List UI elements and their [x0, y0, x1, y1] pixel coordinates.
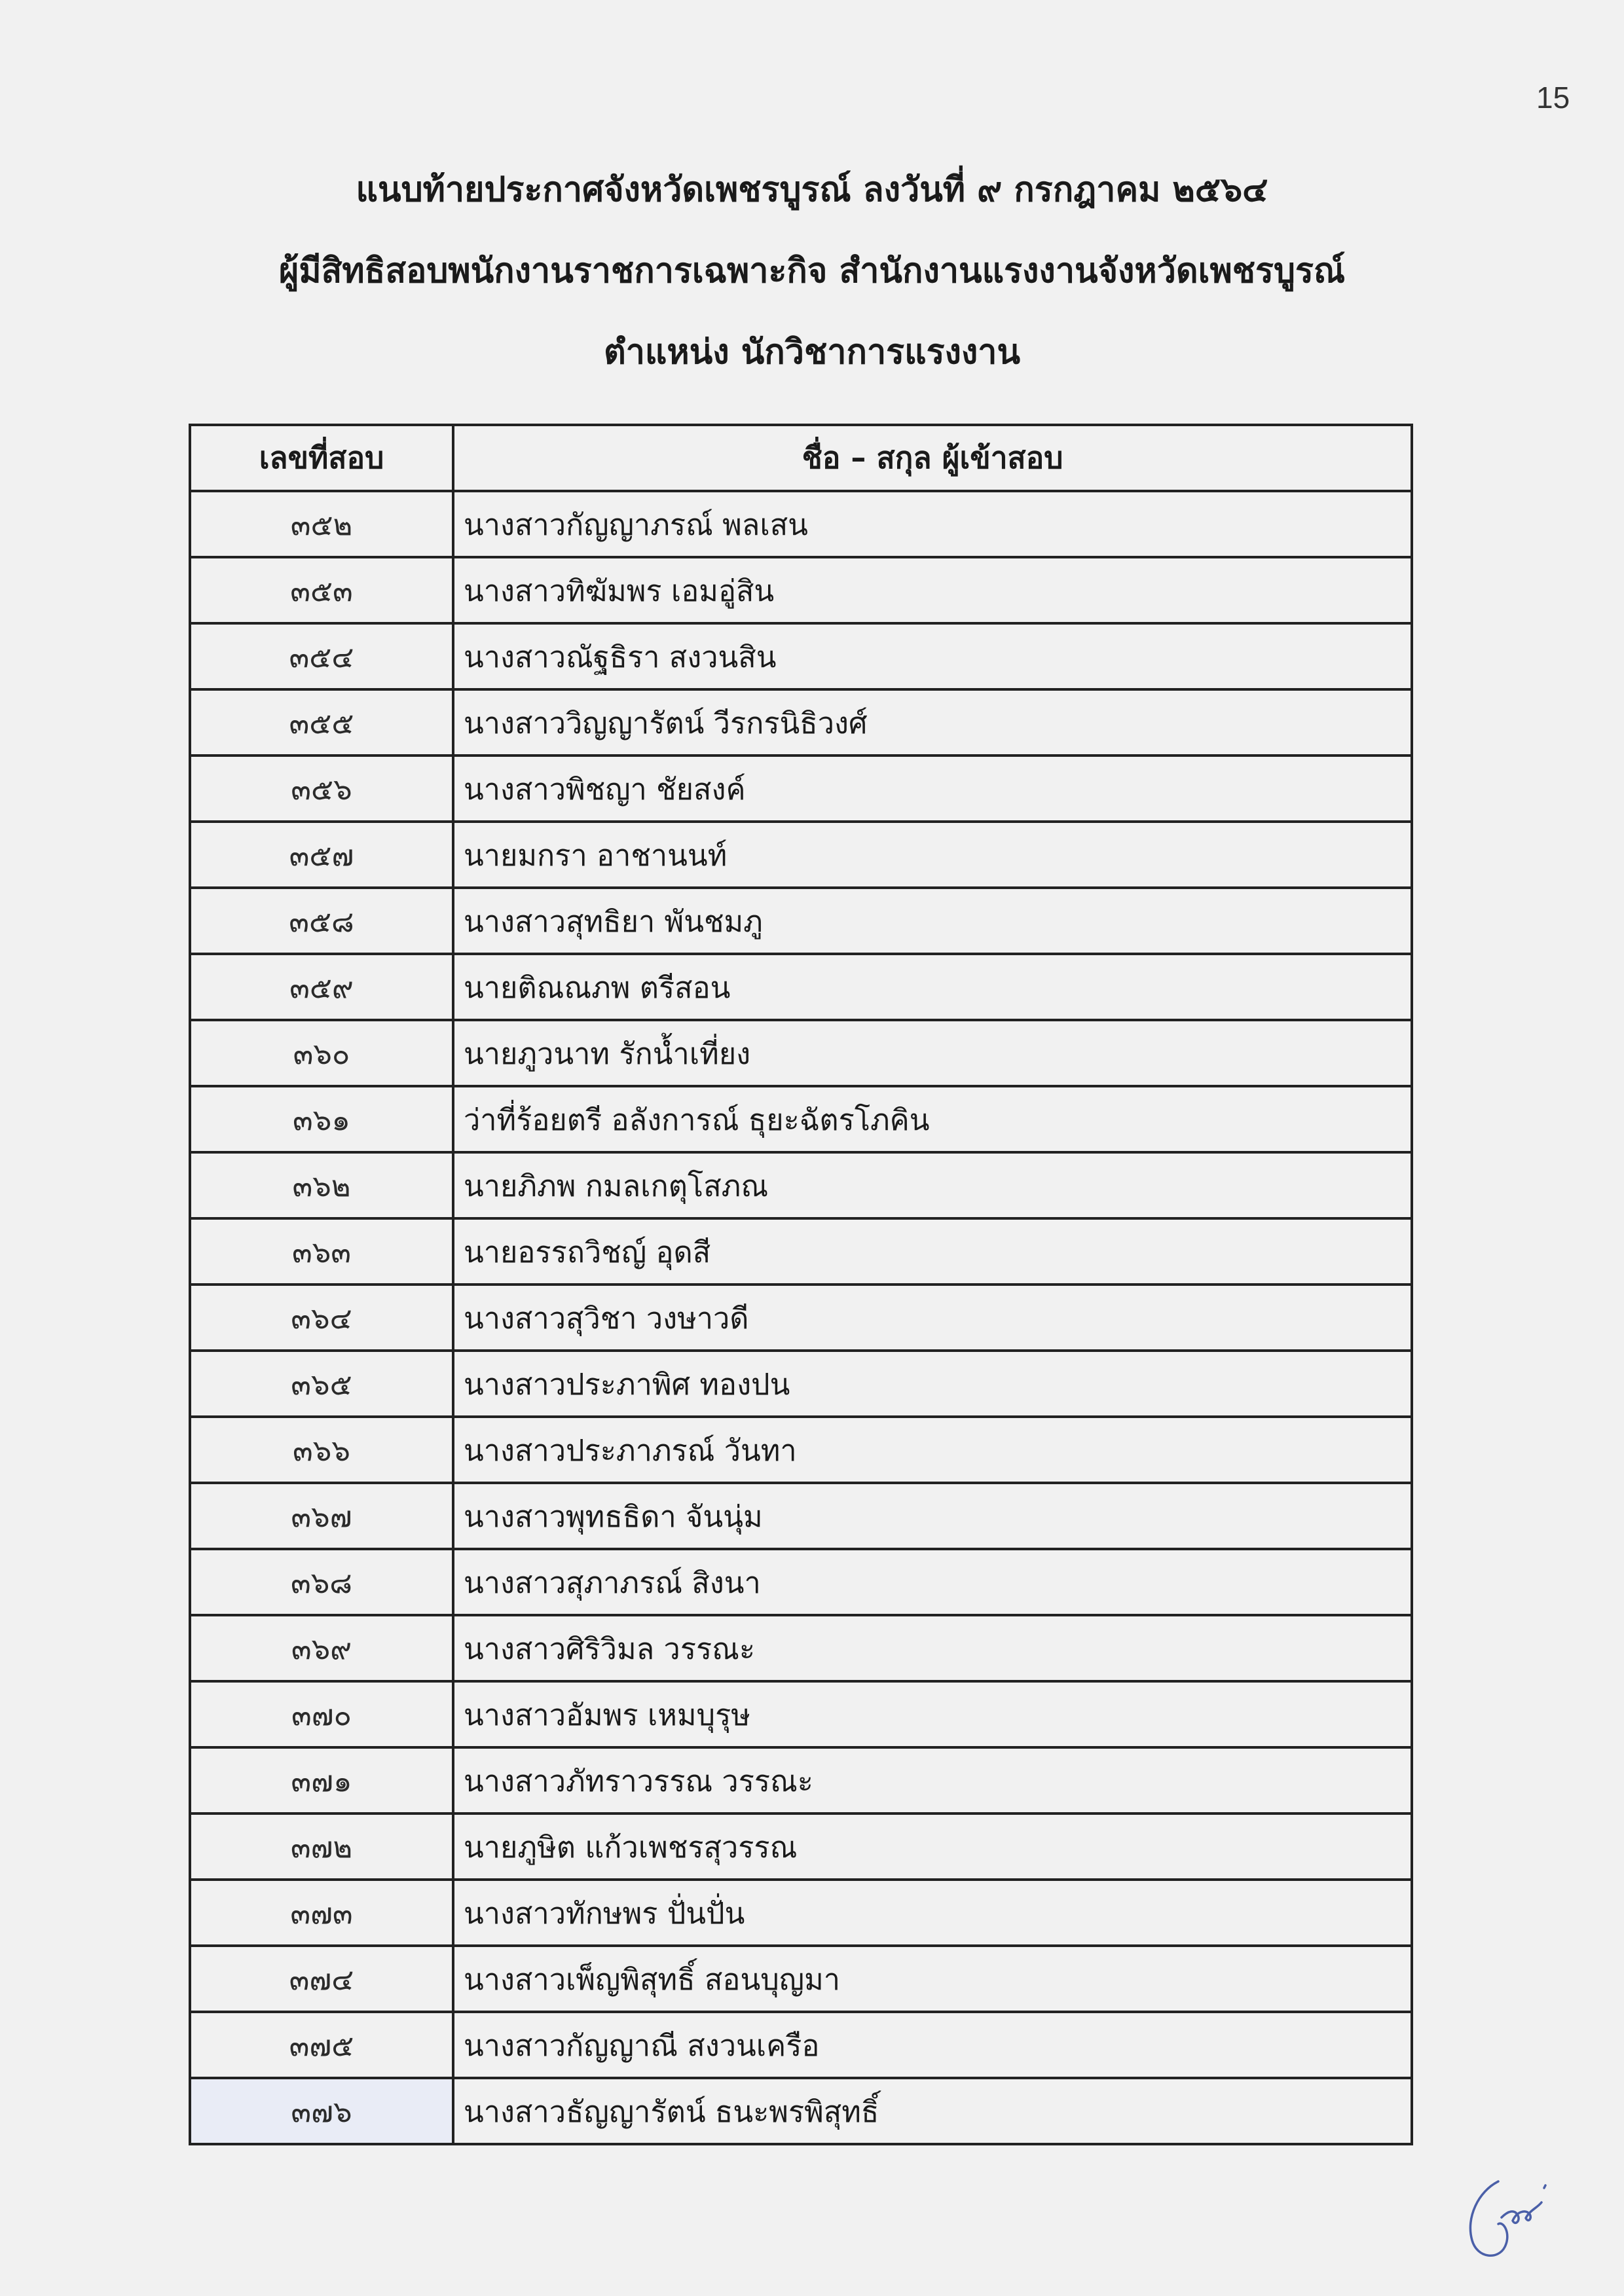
full-name-cell: นางสาวประภาพิศ ทองปน	[453, 1351, 1412, 1417]
full-name-cell: นายอรรถวิชญ์ อุดสี	[453, 1218, 1412, 1285]
full-name-cell: นางสาวทิฆัมพร เอมอู่สิน	[453, 557, 1412, 623]
exam-number-cell: ๓๕๗	[190, 822, 453, 888]
full-name-cell: นางสาวศิริวิมล วรรณะ	[453, 1615, 1412, 1681]
document-header	[0, 149, 1624, 393]
exam-number-cell: ๓๕๙	[190, 954, 453, 1020]
exam-number-cell: ๓๗๑	[190, 1747, 453, 1813]
exam-number-cell: ๓๕๔	[190, 623, 453, 689]
header-line-1: แนบท้ายประกาศจังหวัดเพชรบูรณ์ ลงวันที่ ๙ กรกฎาคม ๒๕๖๔	[356, 170, 1268, 210]
header-line-3: ตำแหน่ง นักวิชาการแรงงาน	[603, 333, 1021, 372]
exam-number-cell: ๓๖๔	[190, 1285, 453, 1351]
header-full-name: ชื่อ – สกุล ผู้เข้าสอบ	[453, 425, 1412, 491]
exam-number-cell: ๓๕๒	[190, 491, 453, 557]
full-name-cell: นางสาวณัฐธิรา สงวนสิน	[453, 623, 1412, 689]
table-row	[190, 1813, 1412, 1880]
full-name-cell: นางสาวพิชญา ชัยสงค์	[453, 756, 1412, 822]
full-name-cell: นางสาวกัญญาภรณ์ พลเสน	[453, 491, 1412, 557]
exam-number-cell: ๓๗๔	[190, 1946, 453, 2012]
table-row	[190, 2012, 1412, 2078]
exam-number-cell: ๓๗๖	[190, 2078, 453, 2144]
full-name-cell: นางสาวกัญญาณี สงวนเครือ	[453, 2012, 1412, 2078]
exam-number-cell: ๓๖๓	[190, 1218, 453, 1285]
full-name-cell: นางสาวทักษพร ปั่นปั่น	[453, 1880, 1412, 1946]
table-row	[190, 1086, 1412, 1152]
full-name-cell: นายภูษิต แก้วเพชรสุวรรณ	[453, 1813, 1412, 1880]
full-name-cell: ว่าที่ร้อยตรี อลังการณ์ ธุยะฉัตรโภคิน	[453, 1086, 1412, 1152]
exam-number-cell: ๓๖๐	[190, 1020, 453, 1086]
full-name-cell: นายติณณภพ ตรีสอน	[453, 954, 1412, 1020]
full-name-cell: นายมกรา อาชานนท์	[453, 822, 1412, 888]
exam-number-cell: ๓๖๗	[190, 1483, 453, 1549]
handwritten-signature	[1452, 2155, 1551, 2267]
table-row	[190, 888, 1412, 954]
table-row	[190, 557, 1412, 623]
full-name-cell: นายภิภพ กมลเกตุโสภณ	[453, 1152, 1412, 1218]
exam-number-cell: ๓๗๒	[190, 1813, 453, 1880]
exam-number-cell: ๓๗๓	[190, 1880, 453, 1946]
table-row	[190, 756, 1412, 822]
full-name-cell: นายภูวนาท รักน้ำเที่ยง	[453, 1020, 1412, 1086]
table-row	[190, 1615, 1412, 1681]
table-row	[190, 1020, 1412, 1086]
table-row	[190, 1549, 1412, 1615]
full-name-cell: นางสาวภัทราวรรณ วรรณะ	[453, 1747, 1412, 1813]
exam-number-cell: ๓๖๙	[190, 1615, 453, 1681]
exam-number-cell: ๓๖๖	[190, 1417, 453, 1483]
full-name-cell: นางสาวสุทธิยา พันชมภู	[453, 888, 1412, 954]
table-row	[190, 1218, 1412, 1285]
page-number: 15	[1536, 81, 1570, 115]
exam-number-cell: ๓๕๕	[190, 689, 453, 756]
table-header-row	[190, 425, 1412, 491]
exam-number-cell: ๓๗๐	[190, 1681, 453, 1747]
exam-number-cell: ๓๖๕	[190, 1351, 453, 1417]
table-row	[190, 623, 1412, 689]
table-row	[190, 1483, 1412, 1549]
full-name-cell: นางสาวธัญญารัตน์ ธนะพรพิสุทธิ์	[453, 2078, 1412, 2144]
table-row	[190, 2078, 1412, 2144]
table-row	[190, 1681, 1412, 1747]
table-row	[190, 689, 1412, 756]
table-row	[190, 1946, 1412, 2012]
full-name-cell: นางสาวเพ็ญพิสุทธิ์ สอนบุญมา	[453, 1946, 1412, 2012]
exam-number-cell: ๓๗๕	[190, 2012, 453, 2078]
full-name-cell: นางสาวสุวิชา วงษาวดี	[453, 1285, 1412, 1351]
table-row	[190, 1351, 1412, 1417]
table-row	[190, 822, 1412, 888]
table-row	[190, 1880, 1412, 1946]
full-name-cell: นางสาวอัมพร เหมบุรุษ	[453, 1681, 1412, 1747]
exam-number-cell: ๓๕๖	[190, 756, 453, 822]
full-name-cell: นางสาวประภาภรณ์ วันทา	[453, 1417, 1412, 1483]
table-row	[190, 1152, 1412, 1218]
table-row	[190, 491, 1412, 557]
exam-number-cell: ๓๖๑	[190, 1086, 453, 1152]
table-row	[190, 1285, 1412, 1351]
exam-number-cell: ๓๖๘	[190, 1549, 453, 1615]
table-row	[190, 1747, 1412, 1813]
table-row	[190, 1417, 1412, 1483]
header-line-2: ผู้มีสิทธิสอบพนักงานราชการเฉพาะกิจ สำนักงานแรงงานจังหวัดเพชรบูรณ์	[278, 251, 1346, 291]
exam-number-cell: ๓๖๒	[190, 1152, 453, 1218]
full-name-cell: นางสาวสุภาภรณ์ สิงนา	[453, 1549, 1412, 1615]
table-row	[190, 954, 1412, 1020]
full-name-cell: นางสาวพุทธธิดา จันนุ่ม	[453, 1483, 1412, 1549]
exam-number-cell: ๓๕๘	[190, 888, 453, 954]
candidates-table	[189, 424, 1413, 2145]
header-exam-number: เลขที่สอบ	[190, 425, 453, 491]
full-name-cell: นางสาววิญญารัตน์ วีรกรนิธิวงศ์	[453, 689, 1412, 756]
exam-number-cell: ๓๕๓	[190, 557, 453, 623]
